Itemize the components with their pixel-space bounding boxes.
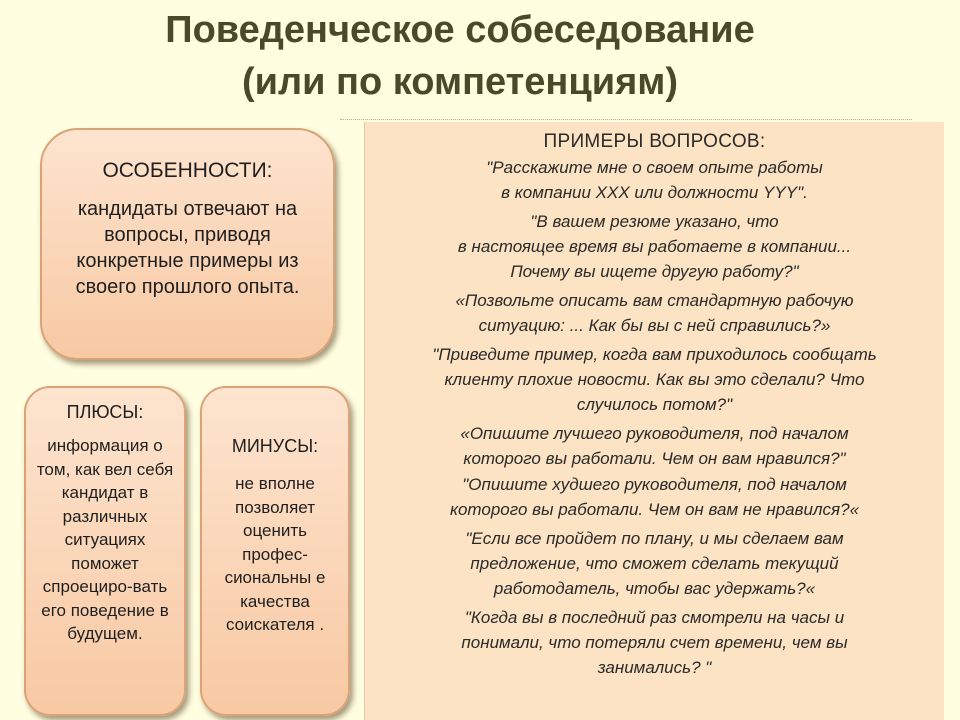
pros-text: информация о том, как вел себя кандидат в различных ситуациях поможет спроециро-вать его поведение в будущем. <box>36 436 174 643</box>
question-item: «Опишите лучшего руководителя, под началом которого вы работали. Чем он вам нравился?" <box>460 424 849 468</box>
question-item: "Если все пройдет по плану, и мы сделаем вам предложение, что сможет сделать текущий работодатель, чтобы вас удержать?« <box>465 529 844 598</box>
pros-header: ПЛЮСЫ: <box>66 402 144 422</box>
question-item: "В вашем резюме указано, что в настоящее время вы работаете в компании... Почему вы ищете другую работу?" <box>457 212 852 281</box>
slide-title-line-2: (или по компетенциям) <box>241 61 679 103</box>
question-examples-panel <box>364 122 944 720</box>
cons-text: не вполне позволяет оценить профес-сиональны е качества соискателя . <box>224 474 326 634</box>
question-item: "Приведите пример, когда вам приходилось сообщать клиенту плохие новости. Как вы это сделали? Что случилось потом?" <box>432 345 877 414</box>
slide-title-line-1: Поведенческое собеседование <box>165 9 755 51</box>
question-item: "Расскажите мне о своем опыте работы в компании XXX или должности YYY". <box>486 158 823 202</box>
divider-line <box>340 119 912 120</box>
features-header: ОСОБЕННОСТИ: <box>102 159 273 182</box>
cons-box <box>200 386 350 716</box>
features-text: кандидаты отвечают на вопросы, приводя конкретные примеры из своего прошлого опыта. <box>75 198 300 298</box>
question-examples-header: ПРИМЕРЫ ВОПРОСОВ: <box>543 131 766 152</box>
question-item: «Позвольте описать вам стандартную рабочую ситуацию: ... Как бы вы с ней справились?» <box>455 291 854 335</box>
question-item: "Опишите худшего руководителя, под началом которого вы работали. Чем он вам не нравился?« <box>449 475 860 519</box>
question-list <box>375 155 934 680</box>
pros-box <box>24 386 186 716</box>
features-box <box>40 128 335 360</box>
slide-title <box>0 4 920 108</box>
cons-header: МИНУСЫ: <box>231 436 319 456</box>
question-item: "Когда вы в последний раз смотрели на часы и понимали, что потеряли счет времени, чем вы занимались? " <box>461 608 848 677</box>
